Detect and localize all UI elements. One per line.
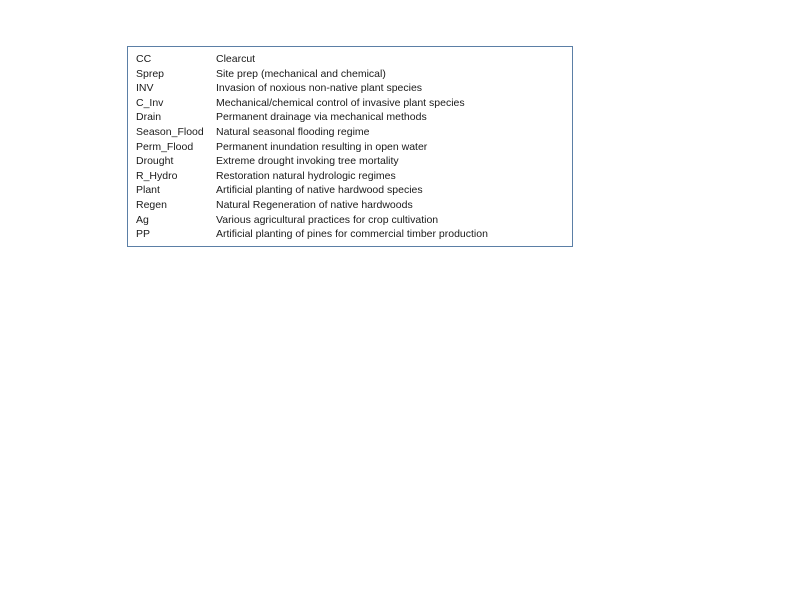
legend-row — [136, 169, 572, 184]
legend-code: Perm_Flood — [136, 140, 194, 153]
legend-row — [136, 227, 572, 242]
abbreviation-legend-table — [127, 46, 573, 247]
legend-description: Natural Regeneration of native hardwoods — [216, 198, 413, 211]
legend-description: Invasion of noxious non-native plant species — [216, 82, 423, 95]
legend-row — [136, 52, 572, 67]
legend-row — [136, 81, 572, 96]
legend-description: Mechanical/chemical control of invasive plant species — [216, 96, 465, 109]
legend-code: R_Hydro — [136, 169, 178, 182]
legend-description: Artificial planting of native hardwood species — [216, 184, 423, 197]
legend-code: Season_Flood — [136, 125, 204, 138]
legend-code: Ag — [136, 213, 149, 226]
legend-description: Restoration natural hydrologic regimes — [216, 169, 396, 182]
legend-description: Permanent drainage via mechanical methods — [216, 111, 427, 124]
legend-code: Plant — [136, 184, 160, 197]
legend-description: Site prep (mechanical and chemical) — [216, 67, 386, 80]
legend-row — [136, 198, 572, 213]
legend-code: PP — [136, 228, 151, 241]
legend-row — [136, 110, 572, 125]
legend-row — [136, 183, 572, 198]
legend-code: Regen — [136, 198, 167, 211]
legend-description: Extreme drought invoking tree mortality — [216, 155, 399, 168]
legend-code: INV — [136, 82, 154, 95]
legend-row — [136, 154, 572, 169]
legend-description: Artificial planting of pines for commercial timber production — [216, 228, 488, 241]
legend-row — [136, 67, 572, 82]
legend-row — [136, 96, 572, 111]
legend-code: C_Inv — [136, 96, 164, 109]
legend-row — [136, 140, 572, 155]
legend-description: Natural seasonal flooding regime — [216, 125, 370, 138]
legend-code: CC — [136, 53, 152, 65]
legend-description: Various agricultural practices for crop cultivation — [216, 213, 439, 226]
legend-code: Drain — [136, 111, 162, 124]
legend-description: Permanent inundation resulting in open water — [216, 140, 428, 153]
legend-row — [136, 213, 572, 228]
legend-code: Sprep — [136, 67, 165, 80]
legend-description: Clearcut — [216, 53, 256, 65]
legend-row — [136, 125, 572, 140]
legend-code: Drought — [136, 155, 174, 168]
